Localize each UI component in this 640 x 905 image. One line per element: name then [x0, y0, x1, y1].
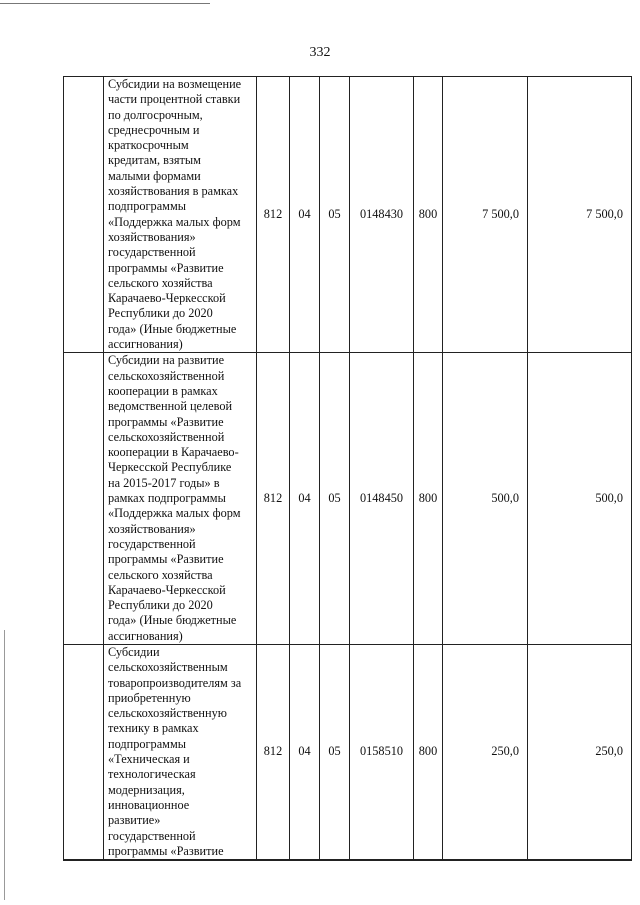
table-row	[64, 644, 632, 860]
table-row	[64, 353, 632, 645]
description-line: ассигнования)	[108, 337, 183, 352]
description-line: сельскохозяйственную	[108, 706, 227, 721]
description-line: развитие»	[108, 813, 161, 828]
description-line: подпрограммы	[108, 199, 186, 214]
description-line: товаропроизводителям за	[108, 675, 242, 690]
description-cell	[104, 353, 257, 645]
description-line: государственной	[108, 245, 196, 260]
description-line: программы «Развитие	[108, 414, 224, 429]
description-line: Субсидии	[108, 644, 160, 659]
description-line: программы «Развитие	[108, 260, 224, 275]
target-article-cell: 0148430	[350, 77, 414, 353]
description-line: программы «Развитие	[108, 843, 224, 858]
description-line: хозяйствования»	[108, 521, 196, 536]
description-line: малыми формами	[108, 168, 201, 183]
description-line: по долгосрочным,	[108, 107, 203, 122]
description-line: сельскохозяйственной	[108, 368, 225, 383]
amount-cell-2: 7 500,0	[528, 77, 632, 353]
description-line: кредитам, взятым	[108, 153, 201, 168]
description-line: Черкесской Республике	[108, 460, 232, 475]
budget-table-body	[64, 77, 632, 861]
description-line: государственной	[108, 828, 196, 843]
description-line: Республики до 2020	[108, 598, 213, 613]
description-line: инновационное	[108, 797, 190, 812]
budget-table	[63, 76, 632, 861]
description-line: Субсидии на развитие	[108, 353, 225, 368]
ministry-code-cell: 812	[257, 353, 290, 645]
description-line: сельскохозяйственной	[108, 429, 225, 444]
description-line: «Техническая и	[108, 752, 190, 767]
amount-cell-2: 500,0	[528, 353, 632, 645]
description-line: «Поддержка малых форм	[108, 214, 241, 229]
row-number-cell	[64, 644, 104, 860]
description-line: Карачаево-Черкесской	[108, 291, 226, 306]
description-line: года» (Иные бюджетные	[108, 613, 237, 628]
expense-type-cell: 800	[414, 353, 443, 645]
ministry-code-cell: 812	[257, 77, 290, 353]
description-line: приобретенную	[108, 690, 191, 705]
scan-artifact-edge	[4, 630, 5, 900]
section-code-cell: 04	[290, 353, 320, 645]
description-line: модернизация,	[108, 782, 185, 797]
section-code-cell: 04	[290, 77, 320, 353]
description-line: хозяйствования»	[108, 229, 196, 244]
description-line: ведомственной целевой	[108, 399, 233, 414]
description-line: технику в рамках	[108, 721, 199, 736]
subsection-code-cell: 05	[320, 77, 350, 353]
description-cell	[104, 77, 257, 353]
description-cell	[104, 644, 257, 860]
description-line: сельскохозяйственным	[108, 660, 228, 675]
page-number: 332	[309, 45, 331, 60]
description-line: Карачаево-Черкесской	[108, 582, 226, 597]
scan-artifact-line	[0, 3, 210, 4]
target-article-cell: 0148450	[350, 353, 414, 645]
amount-cell: 250,0	[443, 644, 528, 860]
description-line: Республики до 2020	[108, 306, 213, 321]
description-line: кооперации в Карачаево-	[108, 445, 239, 460]
description-line: «Поддержка малых форм	[108, 506, 241, 521]
description-line: части процентной ставки	[108, 92, 241, 107]
amount-cell: 7 500,0	[443, 77, 528, 353]
expense-type-cell: 800	[414, 77, 443, 353]
target-article-cell: 0158510	[350, 644, 414, 860]
subsection-code-cell: 05	[320, 353, 350, 645]
description-line: технологическая	[108, 767, 196, 782]
description-line: сельского хозяйства	[108, 275, 213, 290]
section-code-cell: 04	[290, 644, 320, 860]
amount-cell-2: 250,0	[528, 644, 632, 860]
description-line: среднесрочным и	[108, 122, 200, 137]
description-line: года» (Иные бюджетные	[108, 321, 237, 336]
row-number-cell	[64, 77, 104, 353]
description-line: кооперации в рамках	[108, 383, 218, 398]
description-line: на 2015-2017 годы» в	[108, 475, 220, 490]
description-line: программы «Развитие	[108, 552, 224, 567]
description-line: сельского хозяйства	[108, 567, 213, 582]
subsection-code-cell: 05	[320, 644, 350, 860]
description-line: краткосрочным	[108, 138, 189, 153]
description-line: рамках подпрограммы	[108, 491, 226, 506]
amount-cell: 500,0	[443, 353, 528, 645]
expense-type-cell: 800	[414, 644, 443, 860]
description-line: Субсидии на возмещение	[108, 77, 242, 91]
description-line: государственной	[108, 536, 196, 551]
description-line: ассигнования)	[108, 628, 183, 643]
description-line: хозяйствования в рамках	[108, 184, 239, 199]
table-row	[64, 77, 632, 353]
ministry-code-cell: 812	[257, 644, 290, 860]
row-number-cell	[64, 353, 104, 645]
description-line: подпрограммы	[108, 736, 186, 751]
